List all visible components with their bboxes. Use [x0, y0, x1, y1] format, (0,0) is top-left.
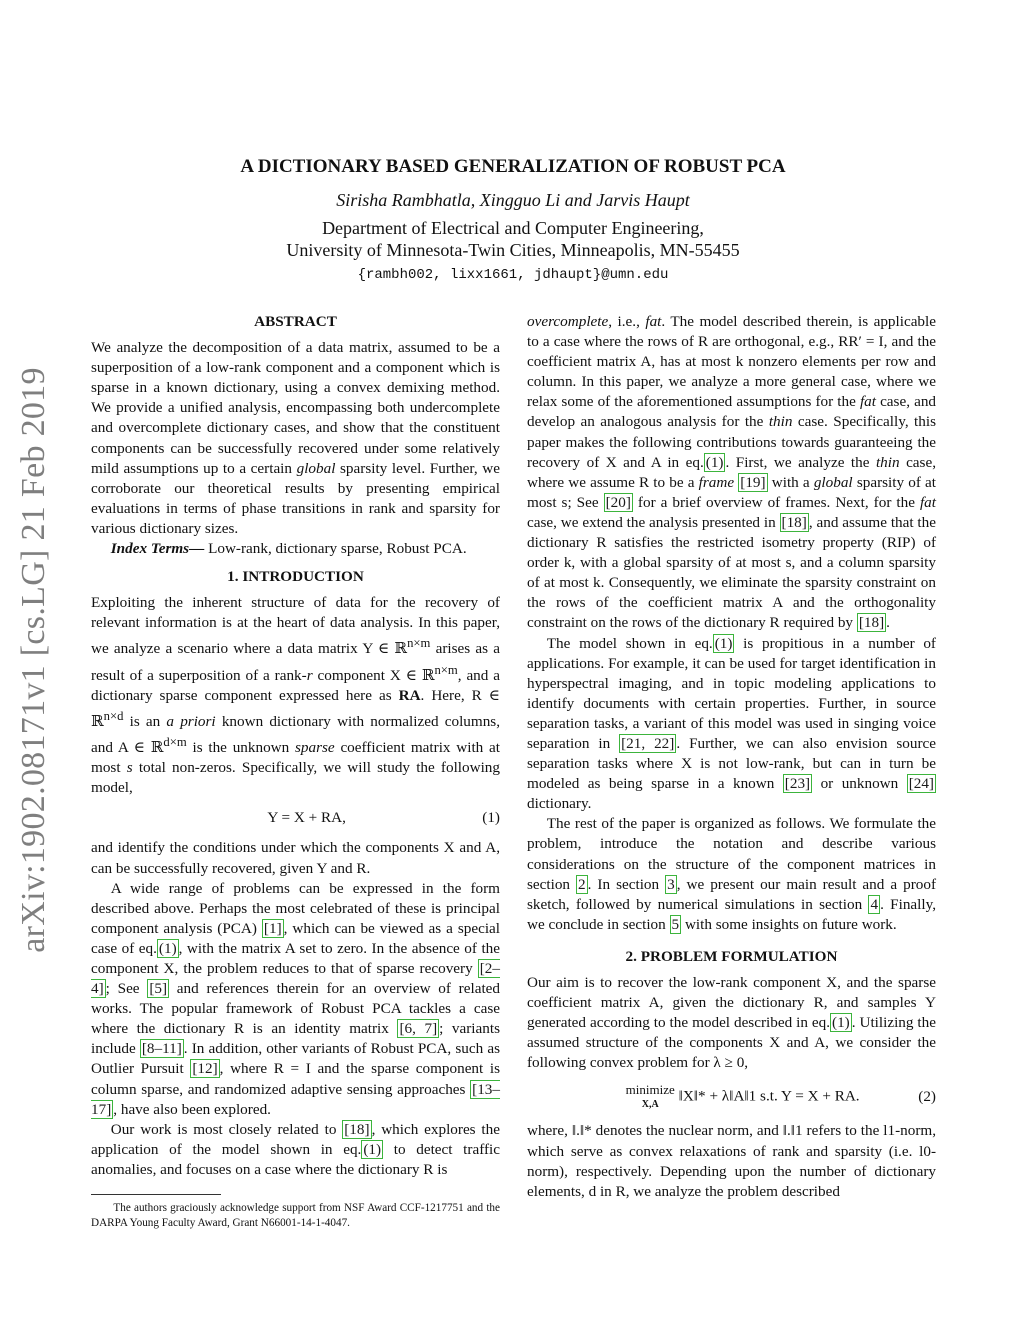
citation-link[interactable]: [12]: [192, 1060, 218, 1078]
equation-2-number: (2): [918, 1088, 936, 1106]
right-paragraph-4: Our aim is to recover the low-rank component X, and the sparse coefficient matrix A, given the dictionary R, and samples Y generated according to the model described in eq. (1) . Utilizing the assumed structure of the components X and A, we consider the following convex problem for λ ≥ 0,: [527, 974, 936, 1072]
citation-link[interactable]: [19]: [740, 473, 766, 491]
intro-paragraph-3: A wide range of problems can be expressed in the form described above. Perhaps the most celebrated of these is principal component analysis (PCA) [1] , which can be viewed as a special case of eq. (1) , with the matrix A set to zero. In the absence of the component X, the problem reduces to that of sparse recovery [2–4] ; See [5] and references therein for an overview of related works. The popular framework of Robust PCA tackles a case where the dictionary R is an identity matrix [6, 7] ; variants include [8–11] . In addition, other variants of Robust PCA, such as Outlier Pursuit [12] , where R = I and the sparse component is column sparse, and randomized adaptive sensing approaches [13–17] , have also been explored.: [91, 879, 501, 1118]
right-paragraph-5: where, ‖.‖* denotes the nuclear norm, and ‖.‖1 refers to the l1-norm, which serve as convex relaxations of rank and sparsity (i.e. l0-norm), respectively. Depending upon the number of dictionary elements, d in R, we analyze the problem described: [527, 1122, 936, 1200]
abstract-heading: ABSTRACT: [254, 313, 337, 330]
citation-link[interactable]: [21, 22]: [621, 734, 675, 752]
citation-link[interactable]: [23]: [784, 775, 811, 793]
citation-link[interactable]: [2–4]: [91, 959, 500, 998]
section-heading-problem-formulation: 2. PROBLEM FORMULATION: [625, 947, 838, 965]
right-paragraph-3: The rest of the paper is organized as follows. We formulate the problem, introduce the notation and describe various considerations on the structure of the component matrices in section 2 . In section 3 , we present our main result and a proof sketch, followed by numerical simulations in section 4 . Finally, we conclude in section 5 with some insights on future work.: [527, 815, 937, 933]
right-paragraph-2: The model shown in eq. (1) is propitious in a number of applications. For example, it can be used for target identification in hyperspectral imaging, and in topic modeling applications to identify documents with certain properties. Further, in source separation tasks, a variant of this model was used in singing voice separation in [21, 22] . Further, we can also envision source separation tasks where X is not low-rank, but can in turn be modeled as being sparse in a known [23] or unknown [24] dictionary.: [527, 634, 937, 813]
intro-paragraph-2: and identify the conditions under which the components X and A, can be successfully recovered, given Y and R.: [91, 839, 500, 877]
section-link[interactable]: 2: [578, 875, 586, 893]
intro-paragraph-1: Exploiting the inherent structure of data for the recovery of relevant information is at the heart of data analysis. In this paper, we analyze a scenario where a data matrix Y ∈ ℝ$^{n\times m}$ arises as a result of a superposition of a rank-r component X ∈ ℝ$^{n\times m}$, and a dictionary sparse component expressed here as RA. Here, R ∈ ℝ$^{n\times d}$ is an a priori known dictionary with normalized columns, and A ∈ ℝ$^{d\times m}$ is the unknown sparse coefficient matrix with at most s total non-zeros. Specifically, we will study the following model,: [91, 594, 501, 797]
equation-1: [91, 808, 500, 828]
equation-2: [527, 1083, 936, 1111]
citation-link[interactable]: [18]: [781, 513, 807, 531]
section-link[interactable]: 3: [667, 875, 675, 893]
section-link[interactable]: 5: [671, 915, 680, 933]
section-heading-introduction: 1. INTRODUCTION: [227, 568, 364, 586]
index-terms: Index Terms— Low-rank, dictionary sparse, Robust PCA.: [110, 540, 467, 558]
right-column: [527, 312, 936, 1202]
abstract-text: We analyze the decomposition of a data matrix, assumed to be a superposition of a low-rank component and a component which is sparse in a known dictionary, using a convex demixing method. We provide a unified analysis, encompassing both undercomplete and overcomplete dictionary cases, and show that the constituent components can be successfully recovered under some relatively mild assumptions up to a certain global sparsity level. Further, we corroborate our theoretical results by presenting empirical evaluations in terms of phase transitions in rank and sparsity for various dictionary sizes.: [91, 339, 500, 537]
section-link[interactable]: 4: [870, 895, 879, 913]
paper-title: A DICTIONARY BASED GENERALIZATION OF ROBUST PCA: [240, 156, 786, 177]
citation-link[interactable]: [18]: [858, 614, 885, 632]
equation-2-body: minimize X,A ‖X‖* + λ‖A‖1 s.t. Y = X + RA.: [625, 1082, 860, 1111]
arxiv-sidebar-stamp: [4, 360, 64, 960]
citation-link[interactable]: [24]: [908, 775, 934, 793]
equation-link[interactable]: (1): [832, 1014, 850, 1032]
arxiv-id: arXiv:1902.08171v1 [cs.LG] 21 Feb 2019: [15, 367, 52, 953]
affiliation-line-1: Department of Electrical and Computer Engineering,: [322, 218, 704, 238]
intro-paragraph-4: Our work is most closely related to [18] , which explores the application of the model shown in eq. (1) to detect traffic anomalies, and focuses on a case where the dictionary R is: [91, 1120, 500, 1178]
paper-authors: Sirisha Rambhatla, Xingguo Li and Jarvis Haupt: [336, 190, 690, 210]
footnote: The authors graciously acknowledge support from NSF Award CCF-1217751 and the DARPA Young Faculty Award, Grant N66001-14-1-4047.: [91, 1202, 500, 1229]
equation-link[interactable]: (1): [714, 634, 733, 652]
equation-link[interactable]: (1): [158, 939, 177, 957]
equation-link[interactable]: (1): [705, 453, 724, 471]
citation-link[interactable]: [8–11]: [141, 1040, 182, 1058]
citation-link[interactable]: [1]: [263, 919, 282, 937]
right-paragraph-1: overcomplete, i.e., fat. The model described therein, is applicable to a case where the rows of R are orthogonal, e.g., RR′ = I, and the coefficient matrix A, has at most k nonzero elements per row and column. In this paper, we analyze a more general case, where we relax some of the aforementioned assumptions for the fat case, and develop an analogous analysis for the thin case. Specifically, this paper makes the following contributions towards guaranteeing the recovery of X and A in eq. (1) . First, we analyze the thin case, where we assume R to be a frame [19] with a global sparsity of at most s; See [20] for a brief overview of frames. Next, for the fat case, we extend the analysis presented in [18] , and assume that the dictionary R satisfies the restricted isometry property (RIP) of order k, with a global sparsity of at most s, and a column sparsity of at most k. Consequently, we eliminate the sparsity constraint on the rows of the coefficient matrix A and the orthogonality constraint on the rows of the dictionary R required by [18] .: [527, 313, 937, 632]
citation-link[interactable]: [5]: [149, 980, 168, 998]
left-column: [91, 312, 500, 1231]
footnote-rule: [91, 1194, 221, 1195]
paper-header: [90, 156, 936, 283]
citation-link[interactable]: [20]: [605, 493, 631, 511]
affiliation-line-2: University of Minnesota-Twin Cities, Minneapolis, MN-55455: [286, 240, 740, 260]
equation-link[interactable]: (1): [363, 1140, 382, 1158]
citation-link[interactable]: [18]: [344, 1120, 370, 1138]
equation-1-number: (1): [482, 809, 500, 827]
citation-link[interactable]: [13–17]: [91, 1080, 500, 1118]
equation-1-body: Y = X + RA,: [267, 809, 346, 827]
author-emails: {rambh002, lixx1661, jdhaupt}@umn.edu: [357, 267, 669, 283]
citation-link[interactable]: [6, 7]: [399, 1020, 438, 1038]
